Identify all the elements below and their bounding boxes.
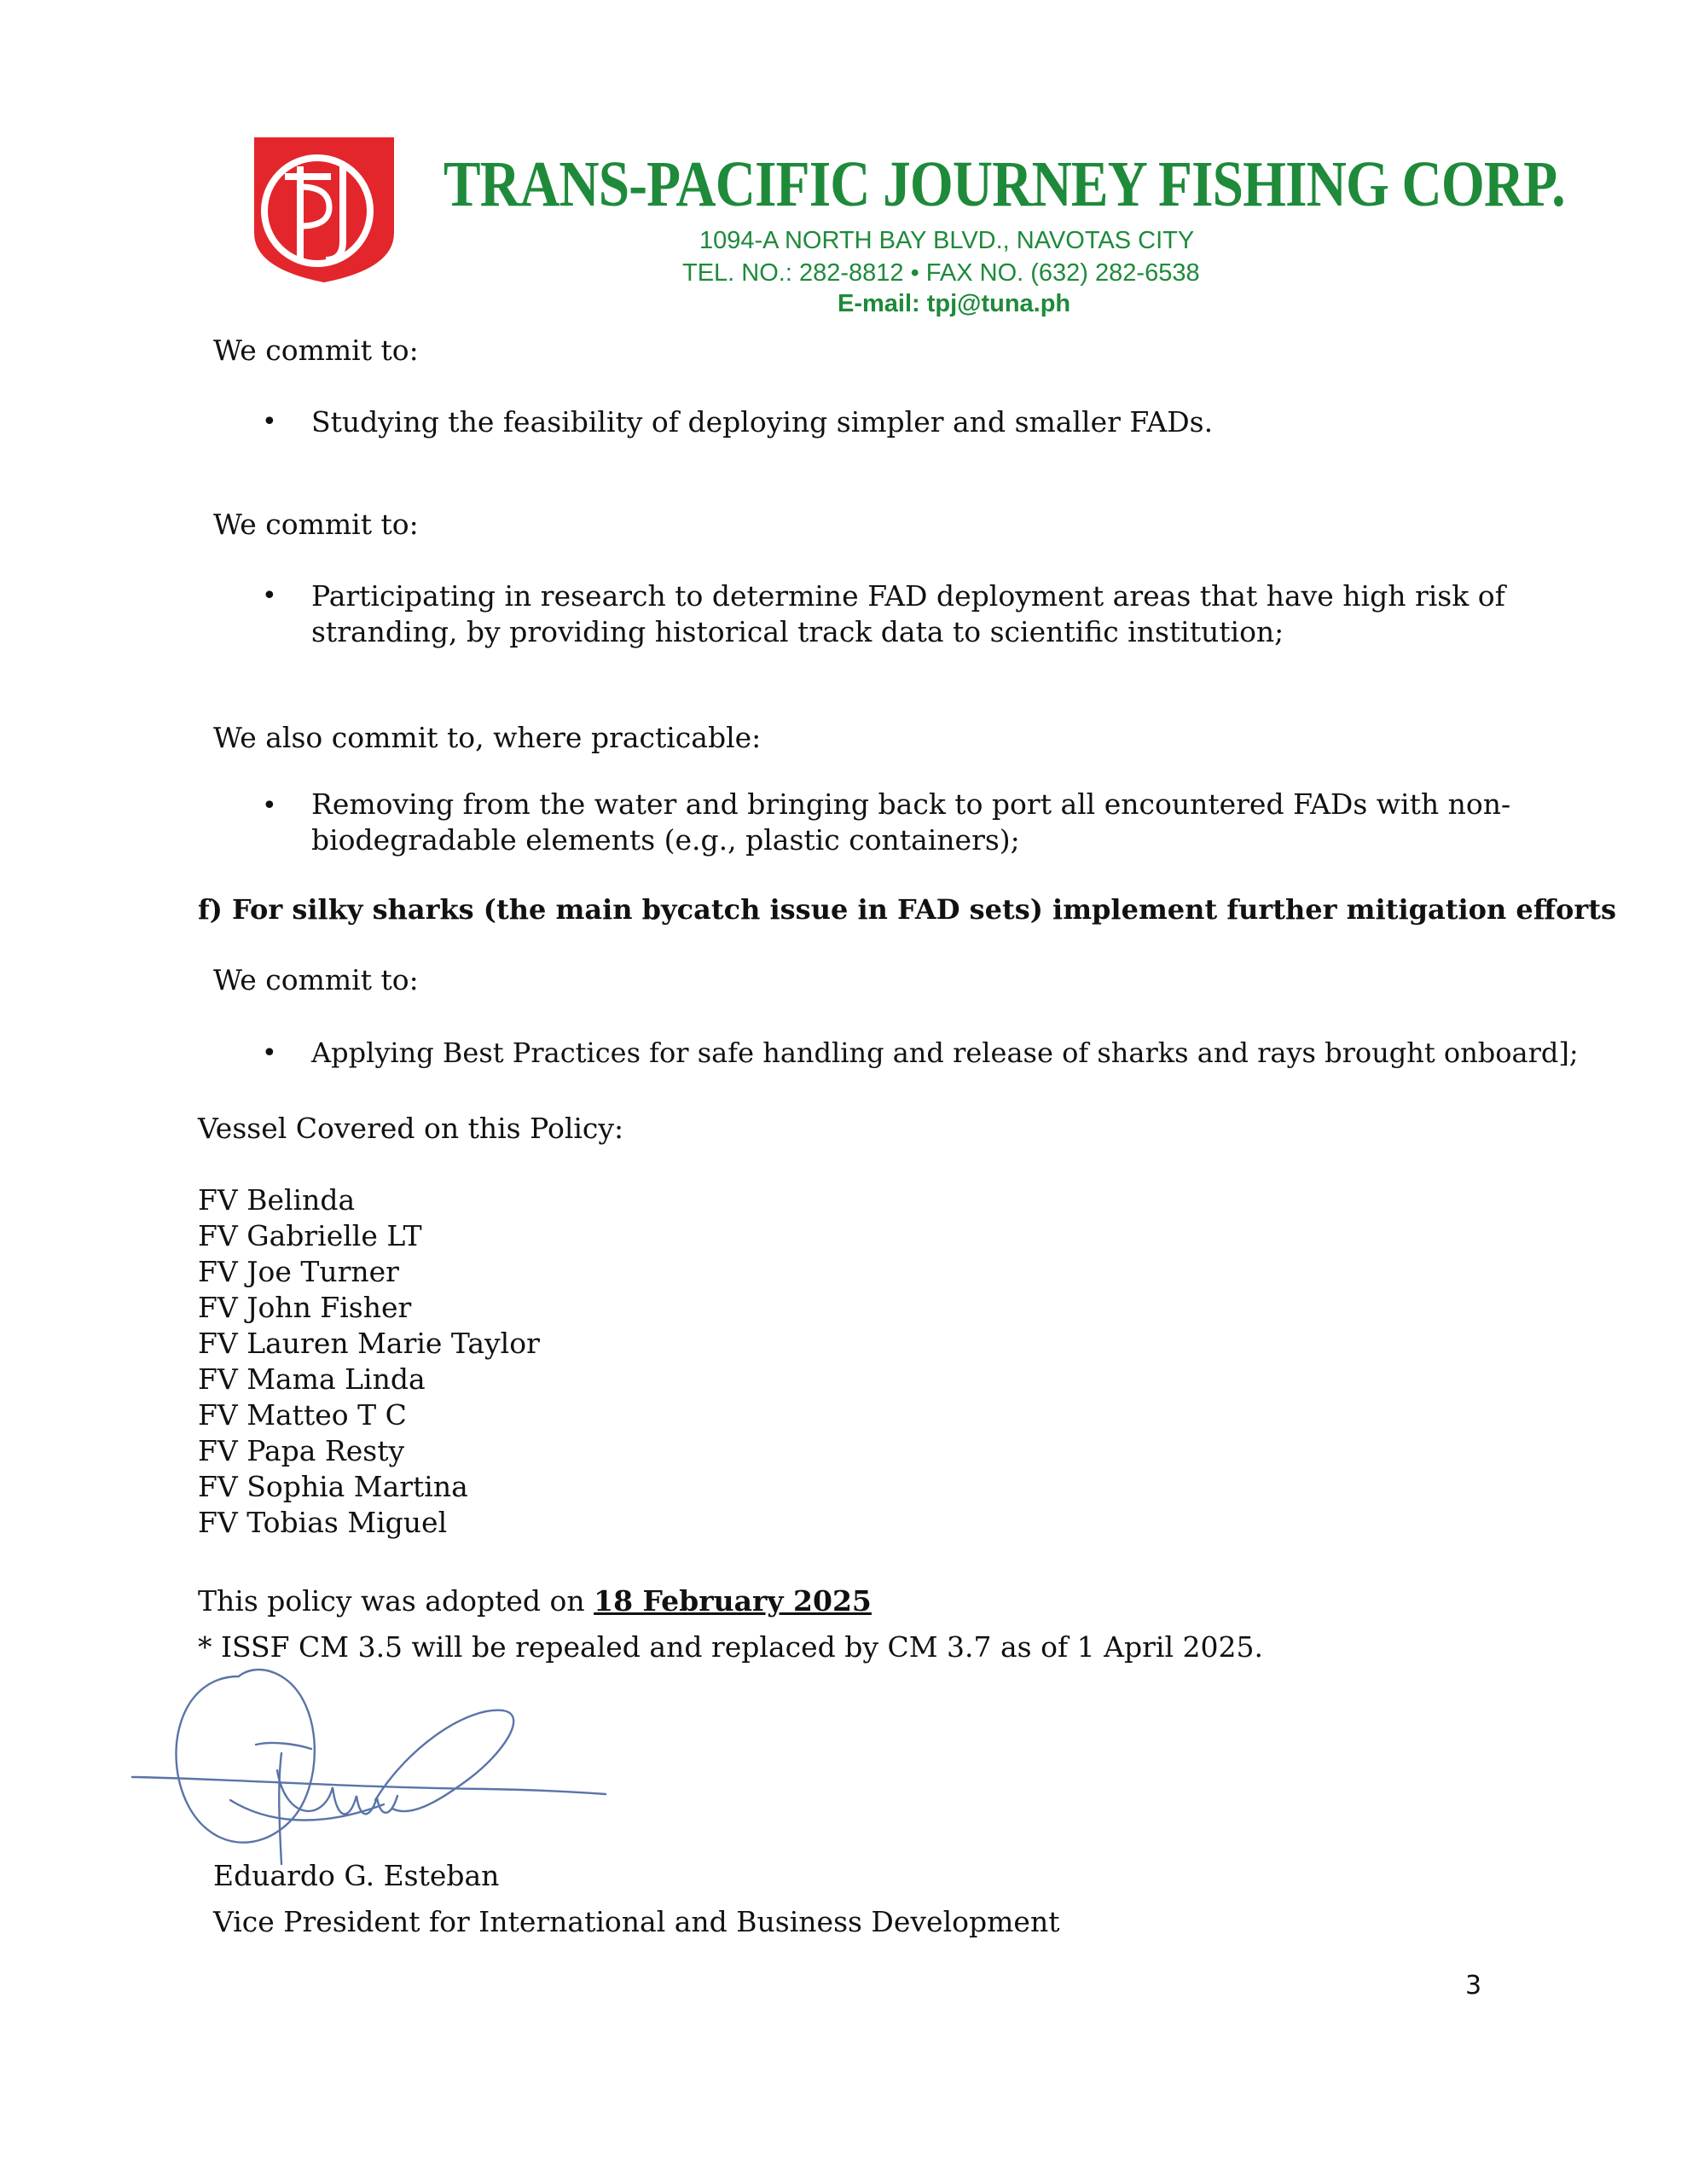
vessel-item: FV Gabrielle LT bbox=[198, 1219, 422, 1252]
vessel-item: FV Papa Resty bbox=[198, 1434, 405, 1467]
company-logo bbox=[247, 132, 401, 286]
commit-intro-4: We commit to: bbox=[213, 963, 419, 996]
adoption-prefix: This policy was adopted on bbox=[198, 1584, 594, 1618]
adoption-statement bbox=[198, 1583, 872, 1619]
vessel-item: FV Lauren Marie Taylor bbox=[198, 1327, 540, 1360]
commit-bullet-2-line1: Participating in research to determine FAD deployment areas that have high risk of bbox=[311, 579, 1505, 613]
bullet-marker: • bbox=[262, 1038, 277, 1068]
commit-intro-2: We commit to: bbox=[213, 508, 419, 541]
company-name: TRANS-PACIFIC JOURNEY FISHING CORP. bbox=[443, 148, 1565, 220]
company-address: 1094-A NORTH BAY BLVD., NAVOTAS CITY bbox=[699, 227, 1195, 254]
vessel-item: FV Sophia Martina bbox=[198, 1470, 468, 1503]
repeal-note: * ISSF CM 3.5 will be repealed and replaced by CM 3.7 as of 1 April 2025. bbox=[198, 1630, 1263, 1664]
vessel-item: FV John Fisher bbox=[198, 1291, 412, 1324]
vessel-item: FV Joe Turner bbox=[198, 1255, 399, 1288]
commit-intro-1: We commit to: bbox=[213, 334, 419, 367]
vessel-item: FV Belinda bbox=[198, 1183, 356, 1217]
company-email: E-mail: tpj@tuna.ph bbox=[838, 290, 1071, 317]
commit-bullet-4: Applying Best Practices for safe handling and release of sharks and rays brought onboard]; bbox=[311, 1037, 1579, 1069]
adoption-date: 18 February 2025 bbox=[594, 1584, 872, 1618]
section-f-heading: f) For silky sharks (the main bycatch issue in FAD sets) implement further mitigation efforts bbox=[198, 893, 1617, 926]
vessel-item: FV Tobias Miguel bbox=[198, 1506, 448, 1539]
page-number: 3 bbox=[1465, 1971, 1482, 2001]
commit-bullet-2-line2: stranding, by providing historical track data to scientific institution; bbox=[311, 615, 1284, 648]
vessel-item: FV Matteo T C bbox=[198, 1398, 407, 1432]
signatory-title: Vice President for International and Business Development bbox=[213, 1905, 1060, 1938]
bullet-marker: • bbox=[262, 407, 277, 437]
commit-intro-3: We also commit to, where practicable: bbox=[213, 721, 762, 754]
bullet-marker: • bbox=[262, 581, 277, 611]
company-phone-fax: TEL. NO.: 282-8812 • FAX NO. (632) 282-6538 bbox=[682, 259, 1200, 287]
vessels-heading: Vessel Covered on this Policy: bbox=[198, 1112, 624, 1145]
vessel-item: FV Mama Linda bbox=[198, 1362, 426, 1396]
signatory-name: Eduardo G. Esteban bbox=[213, 1859, 500, 1892]
commit-bullet-1: Studying the feasibility of deploying simpler and smaller FADs. bbox=[311, 405, 1214, 439]
commit-bullet-3-line2: biodegradable elements (e.g., plastic containers); bbox=[311, 823, 1020, 857]
bullet-marker: • bbox=[262, 791, 277, 821]
commit-bullet-3-line1: Removing from the water and bringing back to port all encountered FADs with non- bbox=[311, 787, 1511, 821]
